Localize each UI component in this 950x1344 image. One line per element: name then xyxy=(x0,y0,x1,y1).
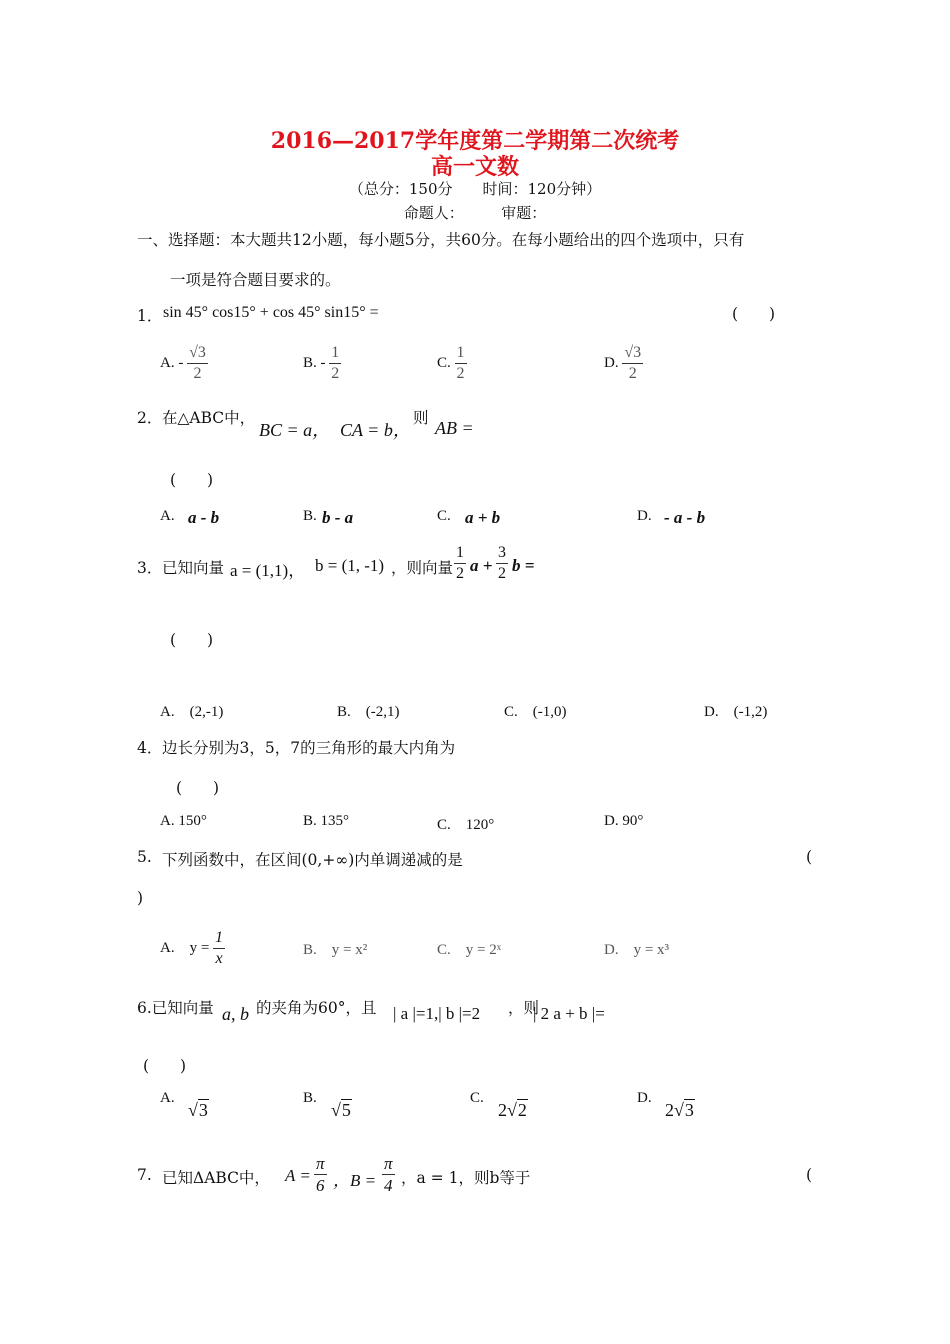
q4-answer-paren: ( ) xyxy=(176,779,220,797)
q3-option-a: A. (2,-1) xyxy=(160,704,224,720)
q2-option-d-label: D. xyxy=(637,508,652,524)
q2-option-a: a - b xyxy=(188,508,220,527)
section-heading-cont: 一项是符合题目要求的。 xyxy=(170,271,341,289)
q3-vector-b: b = (1, -1) xyxy=(315,556,385,575)
q5-option-a-num: 1 xyxy=(213,930,225,949)
q1-answer-paren: ( ) xyxy=(732,305,776,323)
q6-option-d: 2√3 xyxy=(665,1100,694,1120)
q1-option-a-den: 2 xyxy=(193,365,202,382)
q1-expression: sin 45° cos15° + cos 45° sin15° = xyxy=(163,304,379,321)
q5-text: 下列函数中，在区间(0,+∞)内单调递减的是 xyxy=(162,851,463,869)
q5-option-a-label: A. y = xyxy=(160,939,210,956)
q5-number: 5. xyxy=(137,848,152,866)
q7-angle-b-frac xyxy=(382,1155,395,1194)
q7-angle-a-den: 6 xyxy=(316,1176,325,1195)
q3-plus: a + xyxy=(470,556,493,575)
exam-title: 2016—2017学年度第二学期第二次统考 xyxy=(270,128,680,154)
q4-option-c: C. 120° xyxy=(437,817,495,833)
q5-paren-close: ) xyxy=(137,889,144,907)
q3-tail: b = xyxy=(512,556,535,575)
q1-option-d-label: D. xyxy=(604,354,619,371)
q2-option-b-label: B. xyxy=(303,508,317,524)
q6-text: 6.已知向量 xyxy=(137,999,214,1017)
q6-option-b: √5 xyxy=(331,1100,351,1120)
q2-option-b: b - a xyxy=(322,508,354,527)
q6-answer-paren: ( ) xyxy=(143,1057,187,1075)
q6-target: | 2 a + b |= xyxy=(533,1004,605,1023)
q1-option-c-den: 2 xyxy=(456,365,465,382)
q1-option-b-num: 1 xyxy=(329,345,341,364)
q3-frac2-num: 3 xyxy=(496,545,508,564)
q3-frac1-den: 2 xyxy=(456,565,464,582)
q4-option-b: B. 135° xyxy=(303,813,350,829)
q1-option-a-label: A. - xyxy=(160,354,184,371)
q7-tail: ，a = 1，则b等于 xyxy=(401,1169,531,1187)
q1-option-c-label: C. xyxy=(437,354,451,371)
q2-number: 2． xyxy=(137,409,163,427)
q5-option-a xyxy=(160,930,225,967)
q3-frac1-num: 1 xyxy=(454,545,466,564)
q7-angle-b-den: 4 xyxy=(384,1176,393,1195)
q6-option-a-radicand: 3 xyxy=(198,1100,208,1120)
q4-number: 4． xyxy=(137,739,163,757)
q6-option-c-label: C. xyxy=(470,1090,484,1106)
q3-answer-paren: ( ) xyxy=(170,631,214,649)
q2-expr-bc: BC = a， xyxy=(259,420,331,440)
q2-expr-ab: AB = xyxy=(435,418,474,438)
q3-option-b: B. (-2,1) xyxy=(337,704,400,720)
q3-option-c: C. (-1,0) xyxy=(504,704,567,720)
q1-option-d-num: √3 xyxy=(622,345,643,364)
q1-number: 1． xyxy=(137,307,163,325)
q1-option-b-den: 2 xyxy=(331,365,340,382)
q2-option-a-label: A. xyxy=(160,508,175,524)
q4-option-d: D. 90° xyxy=(604,813,644,829)
q6-option-d-coef: 2 xyxy=(665,1100,674,1120)
q5-paren-open: ( xyxy=(806,848,813,866)
q5-option-d: D. y = x³ xyxy=(604,942,670,958)
q4-option-a: A. 150° xyxy=(160,813,207,829)
section-heading: 一、选择题：本大题共12小题，每小题5分，共60分。在每小题给出的四个选项中，只有 xyxy=(137,231,745,249)
q2-option-c: a + b xyxy=(465,508,501,527)
q5-option-b: B. y = x² xyxy=(303,942,368,958)
q2-answer-paren: ( ) xyxy=(170,471,214,489)
q6-option-a-label: A. xyxy=(160,1090,175,1106)
q3-number: 3． xyxy=(137,559,163,577)
q3-option-d: D. (-1,2) xyxy=(704,704,768,720)
q7-number: 7. xyxy=(137,1166,152,1184)
exam-author: 命题人： 审题： xyxy=(403,204,547,222)
q6-option-a: √3 xyxy=(188,1100,208,1120)
q1-option-d xyxy=(604,345,643,382)
q6-option-b-label: B. xyxy=(303,1090,317,1106)
q3-frac2-den: 2 xyxy=(498,565,506,582)
q1-option-d-den: 2 xyxy=(628,365,637,382)
q6-option-d-label: D. xyxy=(637,1090,652,1106)
q6-option-c-radicand: 2 xyxy=(517,1100,527,1120)
q1-option-b xyxy=(303,345,341,382)
q7-angle-b-num: π xyxy=(384,1154,393,1173)
exam-info: （总分：150分 时间：120分钟） xyxy=(348,180,602,198)
q4-text: 边长分别为3，5，7的三角形的最大内角为 xyxy=(162,739,456,757)
q3-vector-a: a = (1,1)， xyxy=(230,561,306,580)
q1-option-a-num: √3 xyxy=(187,345,208,364)
q6-option-c: 2√2 xyxy=(498,1100,527,1120)
q5-option-c: C. y = 2ˣ xyxy=(437,942,502,958)
q6-option-d-radicand: 3 xyxy=(684,1100,694,1120)
q1-option-c-num: 1 xyxy=(455,345,467,364)
q3-frac1 xyxy=(454,545,466,582)
exam-subtitle: 高一文数 xyxy=(430,154,519,180)
q7-angle-b-label: ，B = xyxy=(333,1171,377,1190)
q7-paren-open: ( xyxy=(806,1166,813,1184)
q3-text: 已知向量 xyxy=(162,559,225,577)
q3-text2: ，则向量 xyxy=(391,559,454,577)
q2-then: 则 xyxy=(413,409,429,427)
q1-option-b-label: B. - xyxy=(303,354,326,371)
q1-option-c xyxy=(437,345,467,382)
q1-option-a xyxy=(160,345,208,382)
q3-frac2 xyxy=(496,545,508,582)
q6-vectors: a, b xyxy=(222,1004,249,1024)
q6-magnitudes: | a |=1,| b |=2 xyxy=(393,1004,481,1023)
q5-option-a-den: x xyxy=(215,950,223,967)
q2-option-d: - a - b xyxy=(664,508,706,527)
q6-then: ，则 xyxy=(508,999,540,1017)
q2-option-c-label: C. xyxy=(437,508,451,524)
q7-angle-a-label: A = xyxy=(285,1166,311,1185)
q7-angle-a-num: π xyxy=(316,1154,325,1173)
q6-option-b-radicand: 5 xyxy=(341,1100,351,1120)
q7-text: 已知ΔABC中， xyxy=(162,1169,270,1187)
q6-text2: 的夹角为60°，且 xyxy=(256,999,377,1017)
q2-expr-ca: CA = b， xyxy=(340,420,411,440)
q6-option-c-coef: 2 xyxy=(498,1100,507,1120)
q2-text: 在△ABC中， xyxy=(162,409,256,427)
q7-angle-a-frac xyxy=(314,1155,327,1194)
